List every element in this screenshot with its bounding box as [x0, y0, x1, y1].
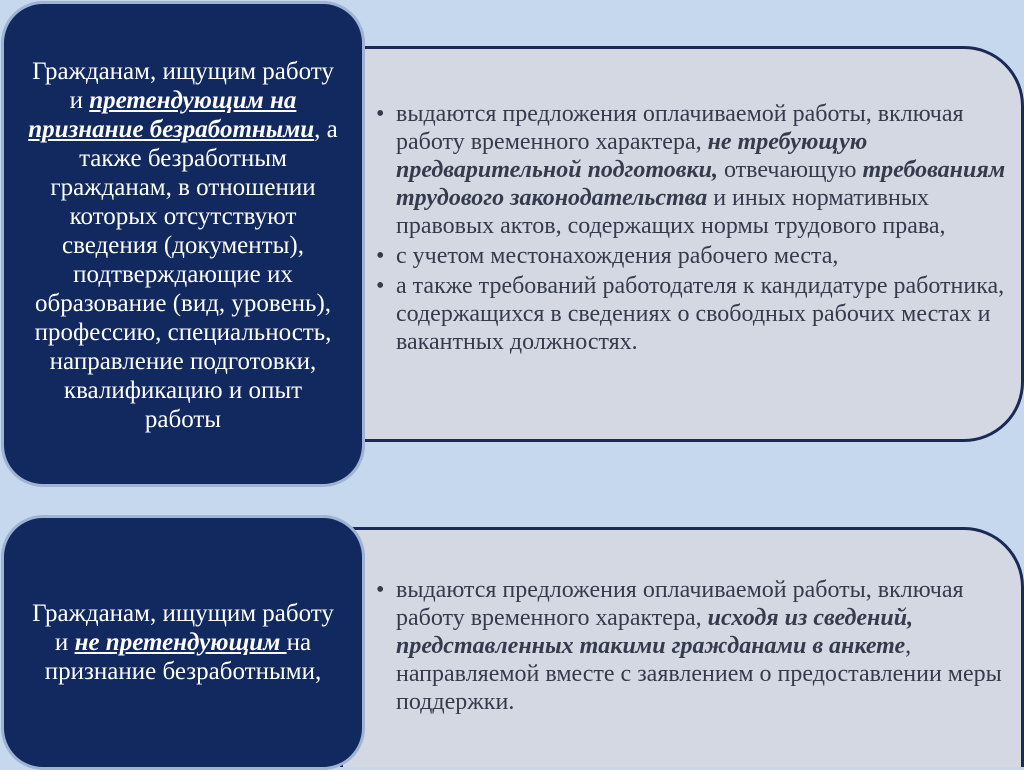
bullet-text: отвечающую	[717, 157, 863, 183]
bottom-category-part1: Гражданам, ищущим работу и	[32, 600, 334, 656]
top-category-text	[28, 57, 338, 434]
top-bullet-list	[370, 100, 1010, 358]
list-item	[370, 272, 1010, 356]
bullet-text: и иных нормативных правовых актов, содержащих нормы трудового права,	[396, 185, 946, 239]
bullet-icon: •	[376, 577, 385, 603]
bottom-category-box	[1, 515, 365, 770]
bullet-emphasis: исходя из сведений, представленных такими гражданами в анкете	[396, 605, 914, 659]
bottom-category-text	[28, 599, 338, 686]
bullet-icon: •	[376, 101, 385, 127]
top-category-box	[1, 1, 365, 487]
bottom-category-emphasis: не претендующим	[74, 629, 287, 656]
bullet-text: а также требований работодателя к кандидатуре работника, содержащихся в сведениях о свободных рабочих местах и вакантных должностях.	[396, 273, 1005, 355]
bullet-icon: •	[376, 243, 385, 269]
bottom-category-part3: на признание безработными,	[44, 629, 322, 685]
bullet-emphasis: требованиям трудового законодательства	[396, 157, 1006, 211]
top-category-part3: , а также безработным гражданам, в отношении которых отсутствуют сведения (документы), подтверждающие их образование (вид, уровень), профессию, специальность, направление подготовки, квалификацию и опыт работы	[34, 115, 338, 433]
bullet-text: , направляемой вместе с заявлением о предоставлении меры поддержки.	[396, 633, 1002, 715]
top-category-emphasis: претендующим на признание безработными	[28, 86, 315, 143]
list-item	[370, 100, 1010, 240]
list-item	[370, 242, 1010, 270]
bottom-bullet-list	[370, 576, 1010, 718]
list-item	[370, 576, 1010, 716]
top-category-part1: Гражданам, ищущим работу и	[32, 57, 334, 114]
bullet-text: выдаются предложения оплачиваемой работы, включая работу временного характера,	[396, 577, 964, 631]
bullet-text: с учетом местонахождения рабочего места,	[396, 243, 839, 269]
bullet-text: выдаются предложения оплачиваемой работы, включая работу временного характера,	[396, 101, 964, 155]
bullet-emphasis: не требующую предварительной подготовки,	[396, 129, 868, 183]
bullet-icon: •	[376, 273, 385, 299]
